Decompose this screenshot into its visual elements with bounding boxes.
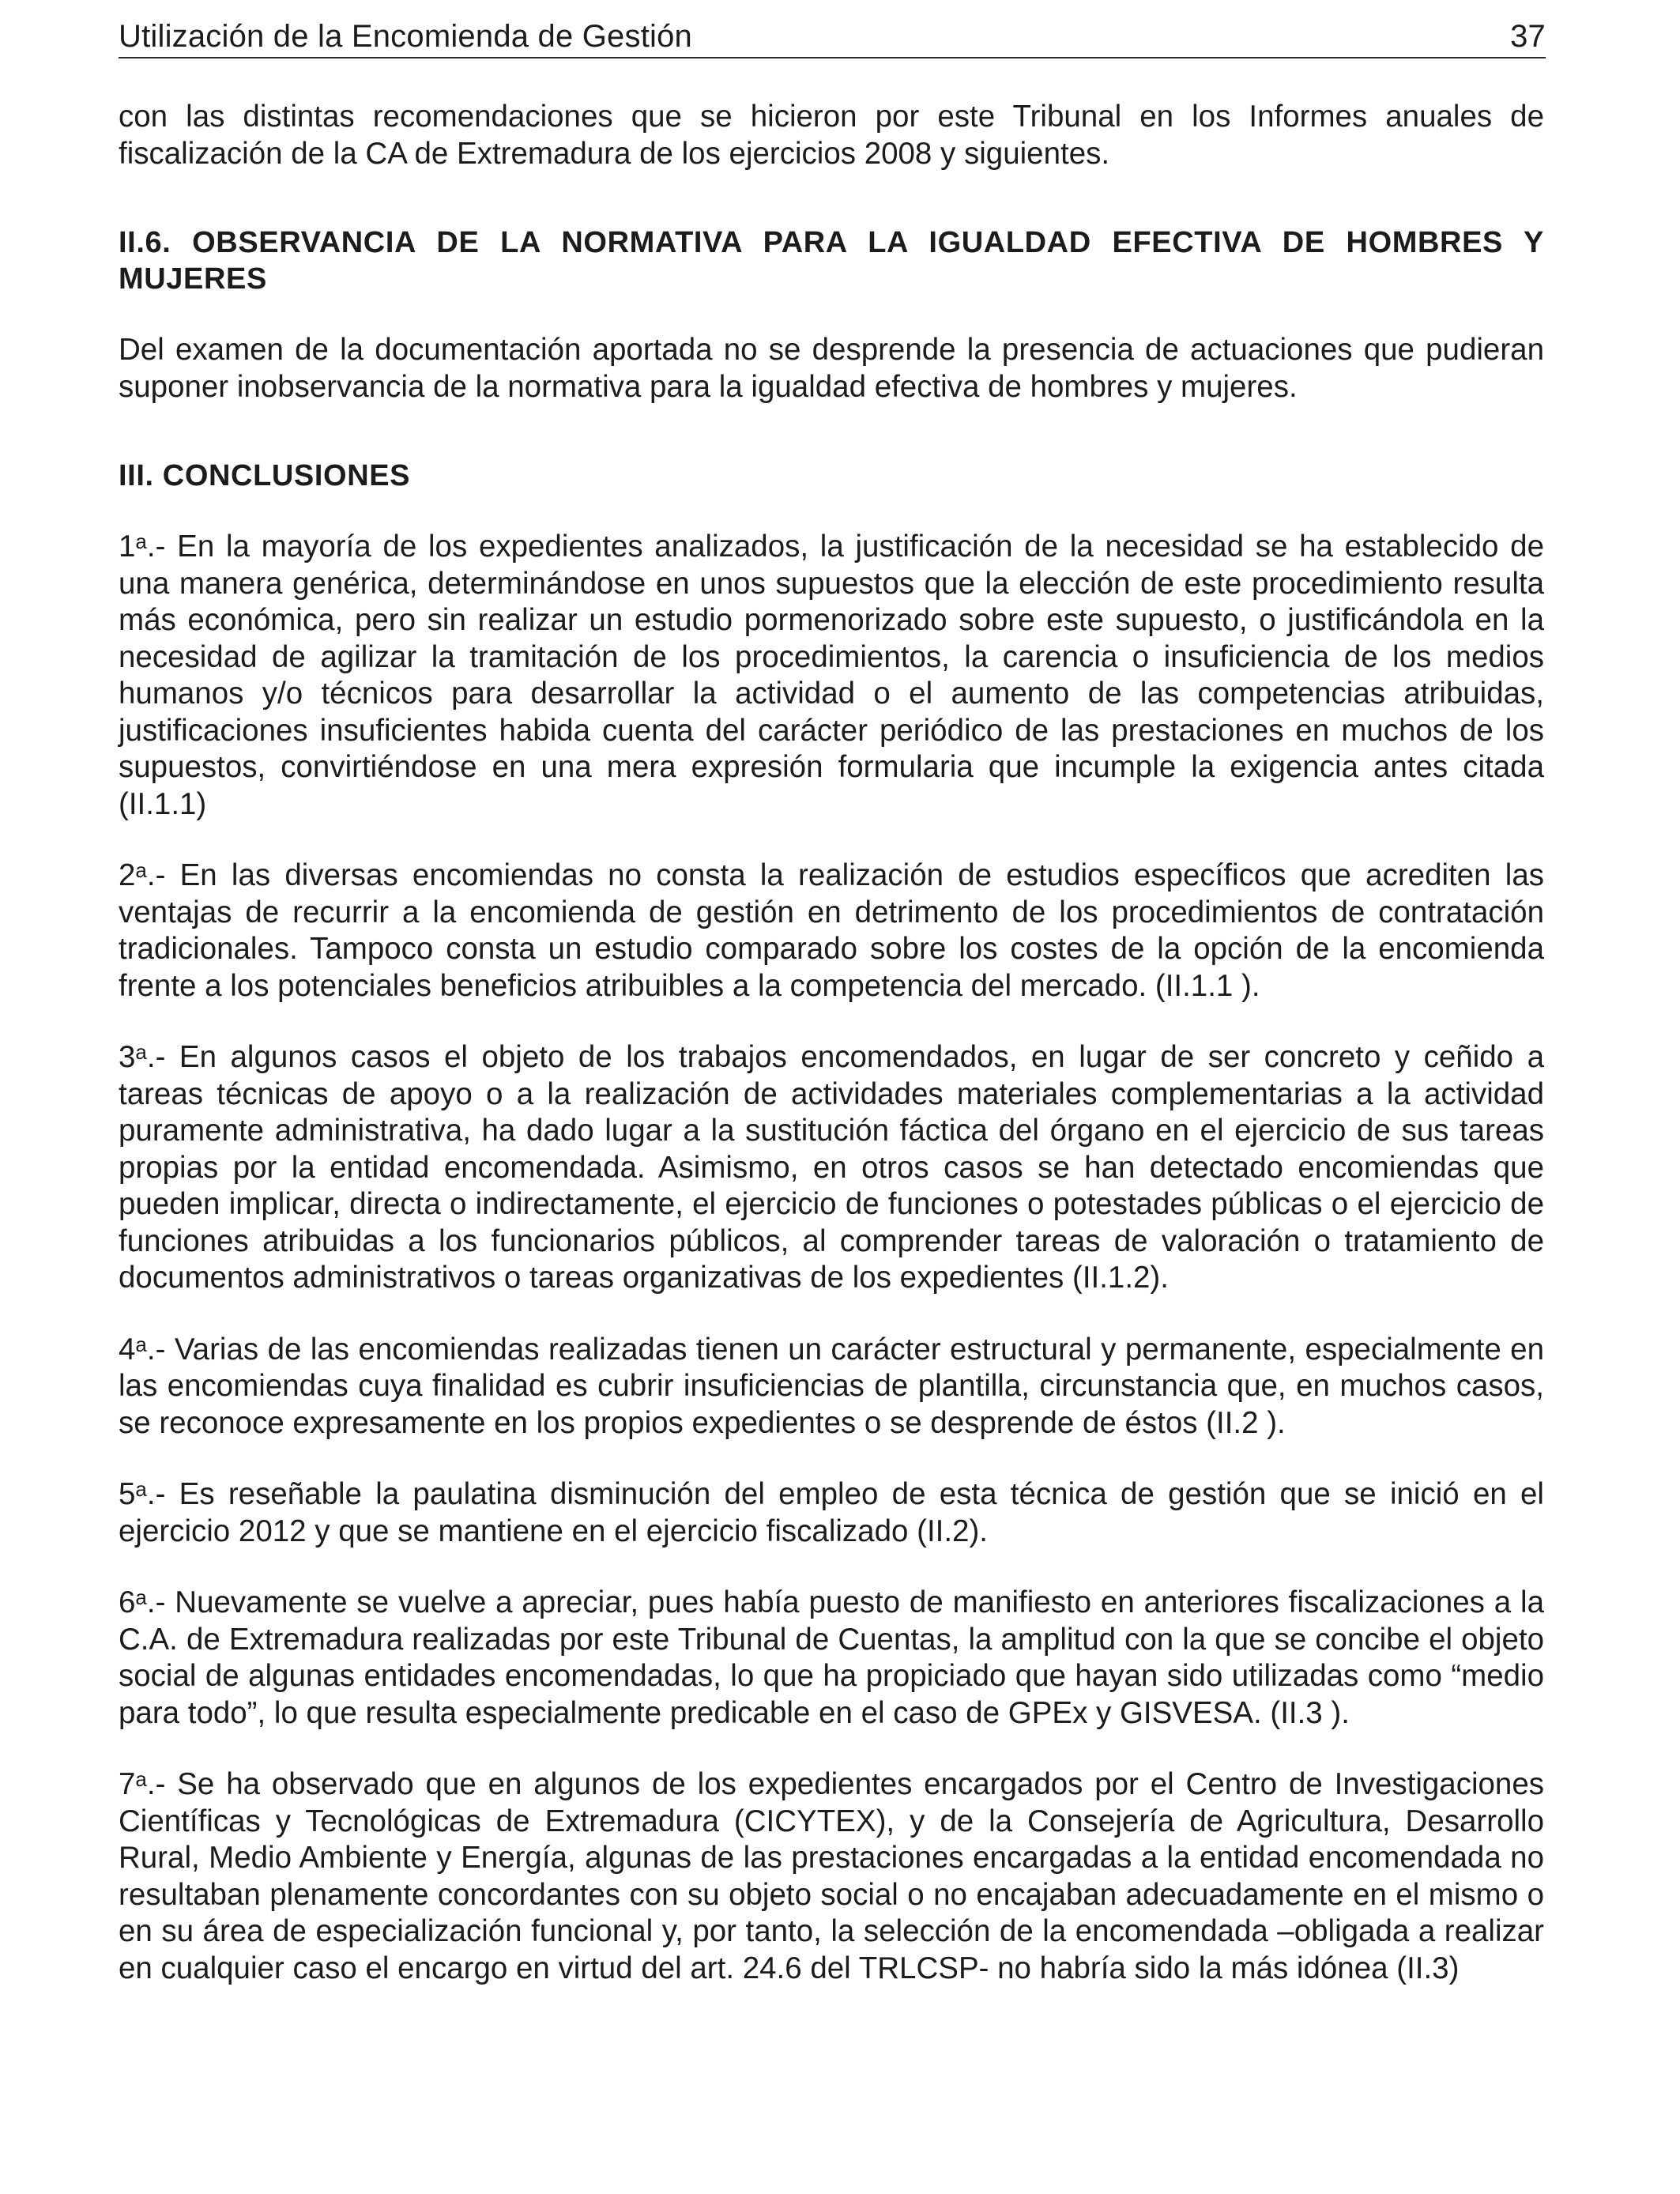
conclusion-number: 3 (119, 1040, 136, 1074)
conclusion-1 (119, 529, 1544, 823)
conclusion-number: 4 (119, 1332, 136, 1367)
conclusion-3 (119, 1039, 1544, 1297)
section-ii6-paragraph: Del examen de la documentación aportada no se desprende la presencia de actuaciones que pudieran suponer inobservancia de la normativa para la igualdad efectiva de hombres y mujeres. (119, 333, 1544, 404)
conclusion-text: .- En las diversas encomiendas no consta la realización de estudios específicos que acrediten las ventajas de recurrir a la encomienda de gestión en detrimento de los procedimientos de contratación tradicionales. Tampoco consta un estudio comparado sobre los costes de la opción de la encomienda frente a los potenciales beneficios atribuibles a la competencia del mercado. (II.1.1 ). (119, 858, 1544, 1003)
conclusion-number: 7 (119, 1767, 136, 1801)
conclusion-number: 5 (119, 1477, 136, 1511)
conclusion-ordinal: a (135, 1585, 147, 1609)
intro-paragraph: con las distintas recomendaciones que se hicieron por este Tribunal en los Informes anuales de fiscalización de la CA de Extremadura de los ejercicios 2008 y siguientes. (119, 100, 1544, 171)
conclusion-number: 2 (119, 858, 136, 892)
running-header (119, 17, 1546, 58)
section-heading-ii6: II.6. OBSERVANCIA DE LA NORMATIVA PARA LA IGUALDAD EFECTIVA DE HOMBRES Y MUJERES (119, 226, 1544, 296)
conclusion-ordinal: a (135, 1332, 147, 1356)
conclusion-7 (119, 1766, 1544, 1987)
conclusion-text: .- Se ha observado que en algunos de los expedientes encargados por el Centro de Investigaciones Científicas y Tecnológicas de Extremadura (CICYTEX), y de la Consejería de Agricultura, Desarrollo Rural, Medio Ambiente y Energía, algunas de las prestaciones encargadas a la entidad encomendada no resultaban plenamente concordantes con su objeto social o no encajaban adecuadamente en el mismo o en su área de especialización funcional y, por tanto, la selección de la encomendada –obligada a realizar en cualquier caso el encargo en virtud del art. 24.6 del TRLCSP- no habría sido la más idónea (II.3) (119, 1767, 1544, 1985)
conclusion-text: .- Nuevamente se vuelve a apreciar, pues había puesto de manifiesto en anteriores fiscalizaciones a la C.A. de Extremadura realizadas por este Tribunal de Cuentas, la amplitud con la que se concibe el objeto social de algunas entidades encomendadas, lo que ha propiciado que hayan sido utilizadas como “medio para todo”, lo que resulta especialmente predicable en el caso de GPEx y GISVESA. (II.3 ). (119, 1585, 1544, 1730)
conclusion-ordinal: a (135, 858, 147, 882)
header-title: Utilización de la Encomienda de Gestión (119, 19, 692, 54)
conclusion-6 (119, 1585, 1544, 1732)
document-body (119, 99, 1544, 1987)
conclusion-ordinal: a (135, 530, 147, 553)
conclusion-number: 1 (119, 530, 136, 564)
conclusion-4 (119, 1332, 1544, 1442)
conclusion-2 (119, 858, 1544, 1005)
conclusion-text: .- En la mayoría de los expedientes analizados, la justificación de la necesidad se ha establecido de una manera genérica, determinándose en unos supuestos que la elección de este procedimiento resulta más económica, pero sin realizar un estudio pormenorizado sobre este supuesto, o justificándola en la necesidad de agilizar la tramitación de los procedimientos, la carencia o insuficiencia de los medios humanos y/o técnicos para desarrollar la actividad o el aumento de las competencias atribuidas, justificaciones insuficientes habida cuenta del carácter periódico de las prestaciones en muchos de los supuestos, convirtiéndose en una mera expresión formularia que incumple la exigencia antes citada (II.1.1) (119, 530, 1544, 821)
conclusion-ordinal: a (135, 1040, 147, 1064)
conclusion-text: .- Es reseñable la paulatina disminución del empleo de esta técnica de gestión que se inició en el ejercicio 2012 y que se mantiene en el ejercicio fiscalizado (II.2). (119, 1477, 1544, 1548)
section-heading-conclusiones: III. CONCLUSIONES (119, 459, 411, 492)
conclusion-text: .- En algunos casos el objeto de los trabajos encomendados, en lugar de ser concreto y ceñido a tareas técnicas de apoyo o a la realización de actividades materiales complementarias a la actividad puramente administrativa, ha dado lugar a la sustitución fáctica del órgano en el ejercicio de sus tareas propias por la entidad encomendada. Asimismo, en otros casos se han detectado encomiendas que pueden implicar, directa o indirectamente, el ejercicio de funciones o potestades públicas o el ejercicio de funciones atribuidas a los funcionarios públicos, al comprender tareas de valoración o tratamiento de documentos administrativos o tareas organizativas de los expedientes (II.1.2). (119, 1040, 1544, 1295)
conclusion-ordinal: a (135, 1477, 147, 1501)
conclusion-number: 6 (119, 1585, 136, 1619)
page-number: 37 (1510, 19, 1546, 54)
conclusion-5 (119, 1476, 1544, 1550)
conclusion-ordinal: a (135, 1767, 147, 1791)
conclusion-text: .- Varias de las encomiendas realizadas tienen un carácter estructural y permanente, especialmente en las encomiendas cuya finalidad es cubrir insuficiencias de plantilla, circunstancia que, en muchos casos, se reconoce expresamente en los propios expedientes o se desprende de éstos (II.2 ). (119, 1332, 1544, 1440)
